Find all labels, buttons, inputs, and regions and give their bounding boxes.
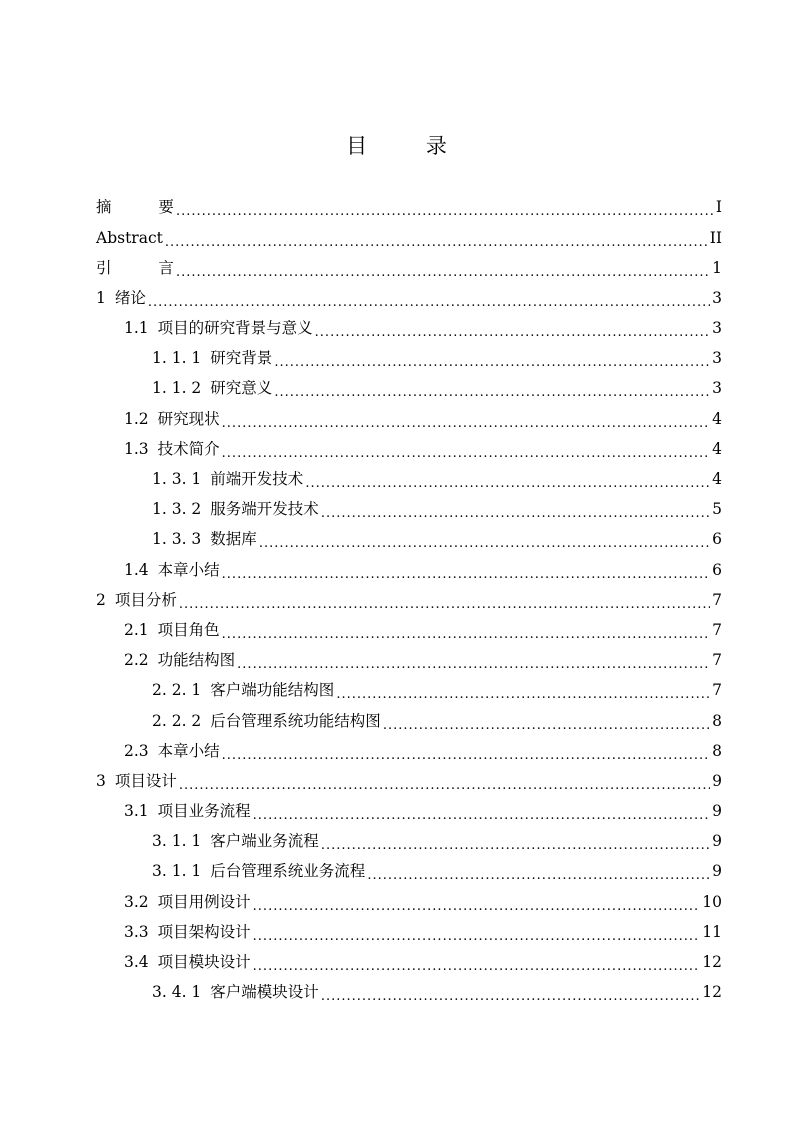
toc-entry[interactable] — [96, 525, 722, 555]
toc-entry-page: 8 — [712, 711, 722, 730]
toc-entry-number: 2.1 — [124, 620, 149, 639]
toc-entry[interactable] — [96, 887, 722, 917]
toc-entry-label: 后台管理系统业务流程 — [210, 862, 366, 881]
toc-entry-number: 3.4 — [124, 953, 149, 972]
toc-entry[interactable] — [96, 585, 722, 615]
dot-leader — [253, 958, 701, 974]
toc-entry-label: 技术简介 — [157, 439, 220, 458]
toc-entry-number: 2. 2. 2 — [152, 711, 202, 730]
toc-entry[interactable] — [96, 435, 722, 465]
toc-entry-number: 3.1 — [124, 802, 149, 821]
toc-entry-number: 3.3 — [124, 922, 149, 941]
toc-entry[interactable] — [96, 827, 722, 857]
toc-entry[interactable] — [96, 223, 722, 253]
toc-entry-number: 1. 1. 1 — [152, 349, 202, 368]
toc-entry-number: 3. 1. 1 — [152, 832, 202, 851]
toc-entry-page: 7 — [712, 681, 722, 700]
toc-entry-label: 服务端开发技术 — [210, 500, 319, 519]
dot-leader — [222, 415, 710, 431]
toc-entry[interactable] — [96, 948, 722, 978]
dot-leader — [165, 234, 708, 250]
toc-entry-page: 3 — [712, 288, 722, 307]
toc-entry-label: 研究意义 — [210, 379, 273, 398]
dot-leader — [148, 294, 710, 310]
toc-entry-page: I — [715, 198, 722, 217]
toc-entry-number: 3.2 — [124, 892, 149, 911]
toc-entry-label: 绪论 — [114, 288, 146, 307]
toc-entry[interactable] — [96, 284, 722, 314]
toc-entry-label: 项目分析 — [114, 590, 177, 609]
toc-entry[interactable] — [96, 374, 722, 404]
toc-entry-label: 数据库 — [210, 530, 257, 549]
toc-entry[interactable] — [96, 344, 722, 374]
toc-entry-label: 摘 要 — [96, 198, 195, 217]
toc-entry-label: 客户端业务流程 — [210, 832, 319, 851]
toc-entry-label: 项目设计 — [114, 771, 177, 790]
toc-entry-page: 7 — [712, 651, 722, 670]
toc-entry-page: 7 — [712, 590, 722, 609]
dot-leader — [253, 807, 710, 823]
toc-entry-page: 10 — [702, 892, 722, 911]
toc-entry[interactable] — [96, 857, 722, 887]
dot-leader — [253, 928, 701, 944]
toc-entry-number: 3. 1. 1 — [152, 862, 202, 881]
toc-entry-number: 1. 1. 2 — [152, 379, 202, 398]
toc-entry-page: 1 — [712, 258, 722, 277]
dot-leader — [305, 475, 710, 491]
toc-entry-number: 1.2 — [124, 409, 149, 428]
dot-leader — [274, 384, 710, 400]
dot-leader — [315, 324, 710, 340]
toc-entry-label: 本章小结 — [157, 560, 220, 579]
toc-entry[interactable] — [96, 193, 722, 223]
toc-entry-number: 2.2 — [124, 651, 149, 670]
toc-entry-page: 3 — [712, 349, 722, 368]
table-of-contents — [96, 193, 722, 1008]
toc-entry-number: 2 — [96, 590, 106, 609]
dot-leader — [321, 988, 700, 1004]
toc-entry-page: 11 — [702, 922, 722, 941]
toc-entry-label: 项目架构设计 — [157, 922, 251, 941]
toc-entry-label: 项目角色 — [157, 620, 220, 639]
toc-entry-number: 1 — [96, 288, 106, 307]
dot-leader — [237, 656, 710, 672]
toc-entry-label: 研究背景 — [210, 349, 273, 368]
dot-leader — [176, 264, 710, 280]
dot-leader — [176, 203, 714, 219]
toc-entry-page: 12 — [702, 953, 722, 972]
dot-leader — [383, 717, 710, 733]
toc-entry[interactable] — [96, 797, 722, 827]
toc-entry-page: 4 — [712, 409, 722, 428]
toc-entry-page: 4 — [712, 439, 722, 458]
toc-entry-label: 项目用例设计 — [157, 892, 251, 911]
dot-leader — [336, 686, 710, 702]
dot-leader — [179, 777, 710, 793]
toc-entry-page: 9 — [712, 862, 722, 881]
toc-entry-label: 客户端功能结构图 — [210, 681, 335, 700]
toc-entry-number: 3. 4. 1 — [152, 983, 202, 1002]
toc-entry[interactable] — [96, 495, 722, 525]
toc-entry[interactable] — [96, 465, 722, 495]
toc-entry[interactable] — [96, 314, 722, 344]
toc-entry-number: 2.3 — [124, 741, 149, 760]
toc-entry-label: Abstract — [96, 228, 163, 247]
toc-entry-page: 9 — [712, 802, 722, 821]
dot-leader — [179, 596, 710, 612]
toc-entry-number: 2. 2. 1 — [152, 681, 202, 700]
toc-entry-number: 1. 3. 1 — [152, 470, 202, 489]
toc-entry-number: 1.1 — [124, 319, 149, 338]
toc-entry-label: 本章小结 — [157, 741, 220, 760]
toc-entry-number: 1. 3. 2 — [152, 500, 202, 519]
toc-entry-label: 项目业务流程 — [157, 802, 251, 821]
toc-entry-page: 9 — [712, 771, 722, 790]
toc-entry-label: 研究现状 — [157, 409, 220, 428]
toc-entry-number: 3 — [96, 771, 106, 790]
toc-entry-page: II — [709, 228, 722, 247]
toc-entry-page: 9 — [712, 832, 722, 851]
toc-entry-page: 4 — [712, 470, 722, 489]
toc-entry-page: 5 — [712, 500, 722, 519]
toc-entry-page: 7 — [712, 620, 722, 639]
toc-entry[interactable] — [96, 404, 722, 434]
toc-entry-label: 项目模块设计 — [157, 953, 251, 972]
toc-entry-number: 1.4 — [124, 560, 149, 579]
toc-entry-page: 6 — [712, 530, 722, 549]
toc-title: 目 录 — [346, 134, 473, 158]
dot-leader — [259, 535, 710, 551]
dot-leader — [253, 898, 701, 914]
toc-entry[interactable] — [96, 676, 722, 706]
toc-entry-label: 后台管理系统功能结构图 — [210, 711, 381, 730]
dot-leader — [321, 505, 710, 521]
toc-entry-label: 功能结构图 — [157, 651, 236, 670]
toc-entry[interactable] — [96, 646, 722, 676]
toc-entry[interactable] — [96, 918, 722, 948]
toc-entry[interactable] — [96, 978, 722, 1008]
toc-entry-label: 项目的研究背景与意义 — [157, 319, 313, 338]
dot-leader — [222, 445, 710, 461]
dot-leader — [222, 626, 710, 642]
toc-entry[interactable] — [96, 253, 722, 283]
dot-leader — [321, 837, 710, 853]
toc-entry-page: 3 — [712, 319, 722, 338]
toc-entry-page: 6 — [712, 560, 722, 579]
dot-leader — [367, 867, 710, 883]
toc-entry-page: 12 — [702, 983, 722, 1002]
dot-leader — [274, 354, 710, 370]
toc-entry-page: 8 — [712, 741, 722, 760]
toc-entry-number: 1. 3. 3 — [152, 530, 202, 549]
toc-entry[interactable] — [96, 736, 722, 766]
toc-entry[interactable] — [96, 555, 722, 585]
toc-entry[interactable] — [96, 706, 722, 736]
toc-entry-label: 客户端模块设计 — [210, 983, 319, 1002]
toc-entry-page: 3 — [712, 379, 722, 398]
toc-entry-label: 引 言 — [96, 258, 195, 277]
toc-entry-number: 1.3 — [124, 439, 149, 458]
toc-entry[interactable] — [96, 767, 722, 797]
toc-entry[interactable] — [96, 616, 722, 646]
dot-leader — [222, 747, 710, 763]
dot-leader — [222, 566, 710, 582]
toc-entry-label: 前端开发技术 — [210, 470, 304, 489]
